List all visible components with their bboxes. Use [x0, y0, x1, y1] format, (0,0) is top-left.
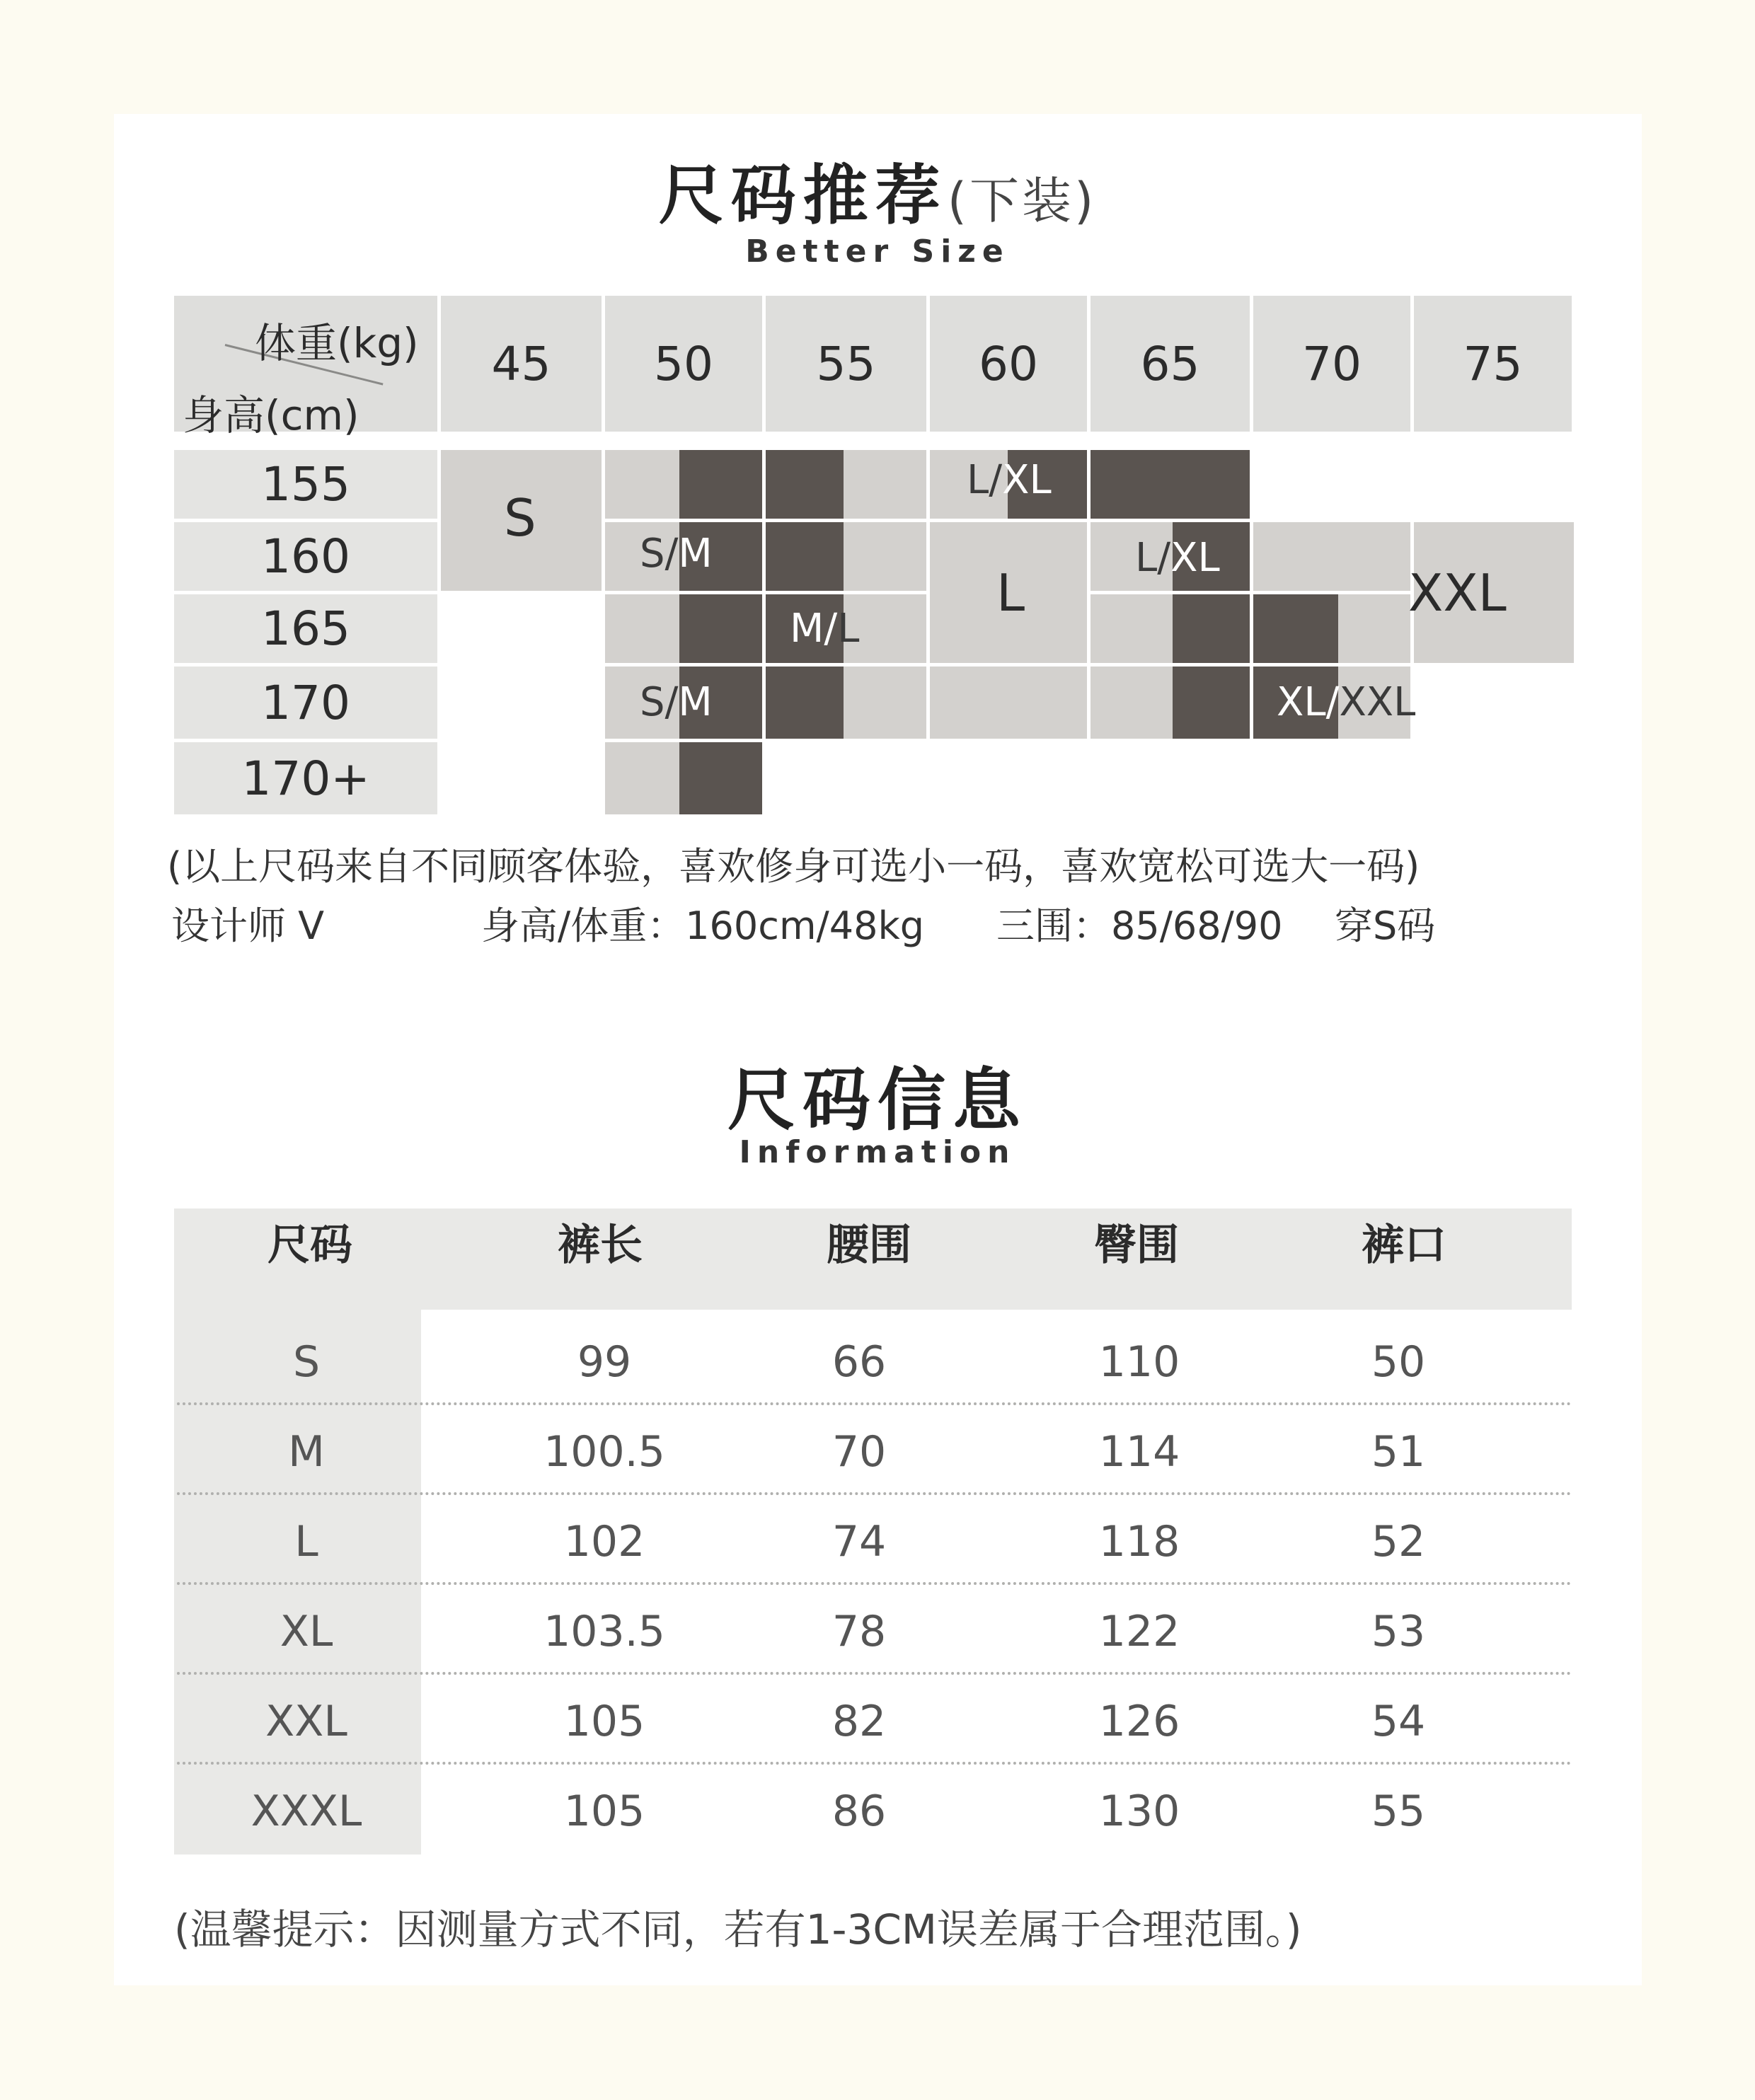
weight-header: 60: [930, 296, 1087, 432]
col-header-hip: 臀围: [1094, 1221, 1179, 1270]
size-cell: [844, 450, 926, 519]
row-length-value: 103.5: [543, 1607, 665, 1656]
corner-height-label: 身高(cm): [183, 391, 359, 439]
label-sm-bottom: S/M: [640, 679, 713, 725]
label-s: S: [504, 488, 536, 548]
row-size-value: XXXL: [251, 1787, 362, 1836]
size-cell: [605, 742, 679, 814]
weight-header: 65: [1091, 296, 1250, 432]
row-length-value: 105: [563, 1697, 645, 1746]
row-length-value: 100.5: [543, 1427, 665, 1477]
size-cell: [930, 667, 1087, 739]
height-header: 155: [174, 450, 437, 519]
row-waist-value: 66: [832, 1337, 887, 1387]
row-divider: [177, 1492, 1572, 1495]
size-cell: [1338, 594, 1410, 663]
row-hem-value: 53: [1371, 1607, 1426, 1656]
weight-header: 75: [1414, 296, 1572, 432]
designer-measure: 三围：85/68/90: [996, 904, 1283, 948]
size-cell: [1253, 522, 1410, 591]
height-header: 170+: [174, 742, 437, 814]
row-size-value: L: [294, 1517, 318, 1567]
size-cell: [1173, 594, 1250, 663]
weight-header: 50: [605, 296, 762, 432]
size-cell: [1173, 667, 1250, 739]
designer-size: 穿S码: [1335, 904, 1436, 948]
size-cell: [766, 450, 844, 519]
corner-weight-label: 体重(kg): [255, 319, 419, 367]
label-lxl-top: L/XL: [967, 457, 1052, 503]
row-waist-value: 82: [832, 1697, 887, 1746]
label-xxl: XXL: [1408, 563, 1507, 623]
row-size-value: S: [292, 1337, 321, 1387]
info-title: 尺码信息: [727, 1061, 1028, 1140]
weight-header: 45: [441, 296, 602, 432]
col-header-size: 尺码: [267, 1221, 352, 1270]
row-hip-value: 114: [1098, 1427, 1180, 1477]
row-waist-value: 86: [832, 1787, 887, 1836]
row-hem-value: 50: [1371, 1337, 1426, 1387]
designer-body: 身高/体重：160cm/48kg: [481, 904, 925, 948]
col-header-waist: 腰围: [827, 1221, 911, 1270]
size-cell: [605, 594, 679, 663]
row-length-value: 105: [563, 1787, 645, 1836]
row-hem-value: 54: [1371, 1697, 1426, 1746]
weight-header: 55: [766, 296, 926, 432]
row-length-value: 102: [563, 1517, 645, 1567]
size-cell: [679, 450, 762, 519]
row-size-value: XL: [280, 1607, 333, 1656]
row-divider: [177, 1582, 1572, 1585]
measurement-tip: (温馨提示：因测量方式不同，若有1-3CM误差属于合理范围。): [174, 1905, 1302, 1954]
row-waist-value: 70: [832, 1427, 887, 1477]
row-size-value: XXL: [265, 1697, 347, 1746]
row-hip-value: 126: [1098, 1697, 1180, 1746]
size-cell: [844, 667, 926, 739]
size-cell: [1091, 450, 1250, 519]
size-cell: [766, 522, 844, 591]
size-cell: [679, 742, 762, 814]
info-title-en: Information: [739, 1134, 1016, 1170]
row-divider: [177, 1402, 1572, 1405]
row-hip-value: 122: [1098, 1607, 1180, 1656]
label-lxl-mid: L/XL: [1135, 535, 1220, 581]
height-header: 165: [174, 594, 437, 663]
recommend-title-sub: (下装): [947, 172, 1097, 230]
size-cell: [679, 594, 762, 663]
row-waist-value: 78: [832, 1607, 887, 1656]
size-cell: [1091, 594, 1173, 663]
height-header: 170: [174, 667, 437, 739]
label-l: L: [996, 563, 1025, 623]
size-cell: [605, 450, 679, 519]
row-hem-value: 55: [1371, 1787, 1426, 1836]
size-cell: [1253, 594, 1338, 663]
size-cell: [766, 667, 844, 739]
size-cell: [1091, 667, 1173, 739]
row-waist-value: 74: [832, 1517, 887, 1567]
row-hem-value: 52: [1371, 1517, 1426, 1567]
row-hem-value: 51: [1371, 1427, 1426, 1477]
row-hip-value: 118: [1098, 1517, 1180, 1567]
row-length-value: 99: [577, 1337, 632, 1387]
row-divider: [177, 1762, 1572, 1765]
weight-header: 70: [1253, 296, 1410, 432]
size-cell: [844, 522, 926, 591]
label-sm-top: S/M: [640, 531, 713, 577]
col-header-length: 裤长: [558, 1221, 643, 1270]
recommend-title-en: Better Size: [745, 233, 1010, 270]
recommend-note: (以上尺码来自不同顾客体验，喜欢修身可选小一码，喜欢宽松可选大一码): [167, 844, 1420, 889]
row-hip-value: 130: [1098, 1787, 1180, 1836]
designer-name: 设计师 V: [171, 904, 325, 948]
label-ml: M/L: [790, 606, 860, 652]
recommend-title: 尺码推荐(下装): [658, 158, 1097, 233]
row-size-value: M: [288, 1427, 325, 1477]
row-hip-value: 110: [1098, 1337, 1180, 1387]
height-header: 160: [174, 522, 437, 591]
row-divider: [177, 1672, 1572, 1675]
label-xlxxl: XL/XXL: [1277, 679, 1416, 725]
col-header-hem: 裤口: [1362, 1221, 1446, 1270]
